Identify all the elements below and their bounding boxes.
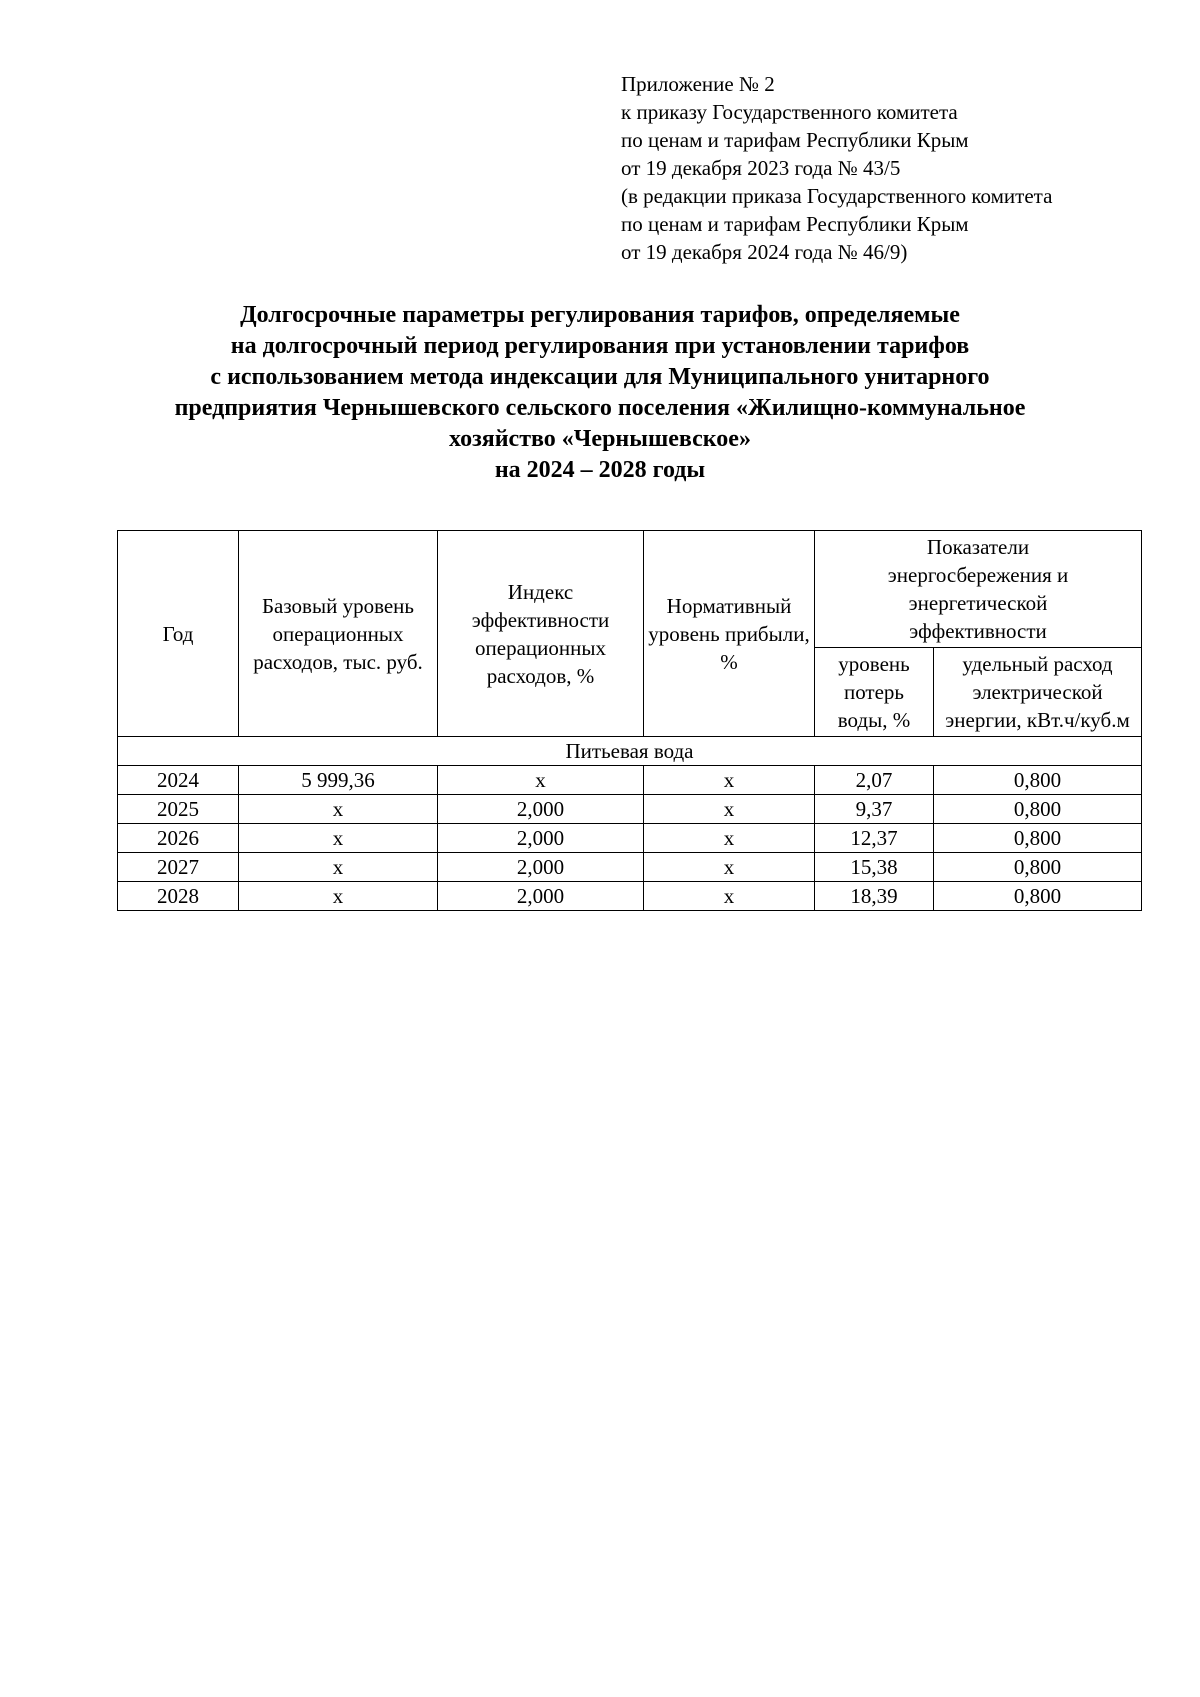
title-line: с использованием метода индексации для Муниципального унитарного — [210, 364, 990, 390]
appendix-line: Приложение № 2 — [621, 72, 775, 96]
cell-loss: 2,07 — [815, 766, 934, 795]
cell-energy: 0,800 — [934, 824, 1142, 853]
appendix-line: от 19 декабря 2024 года № 46/9) — [621, 240, 908, 264]
header-year: Год — [118, 531, 239, 737]
header-electricity: удельный расход электрической энергии, кВт.ч/куб.м — [934, 648, 1142, 737]
cell-index: 2,000 — [438, 853, 644, 882]
cell-base: 5 999,36 — [239, 766, 438, 795]
appendix-line: по ценам и тарифам Республики Крым — [621, 128, 969, 152]
title-line: на 2024 – 2028 годы — [494, 457, 706, 483]
cell-index: 2,000 — [438, 824, 644, 853]
section-label: Питьевая вода — [118, 737, 1142, 766]
title-line: на долгосрочный период регулирования при установлении тарифов — [230, 333, 970, 359]
cell-energy: 0,800 — [934, 882, 1142, 911]
table-row — [118, 766, 1142, 795]
cell-index: 2,000 — [438, 795, 644, 824]
title-line: хозяйство «Чернышевское» — [449, 426, 751, 452]
cell-index: 2,000 — [438, 882, 644, 911]
cell-energy: 0,800 — [934, 853, 1142, 882]
cell-year: 2028 — [118, 882, 239, 911]
header-base-level: Базовый уровень операционных расходов, тыс. руб. — [239, 531, 438, 737]
table-row — [118, 795, 1142, 824]
cell-year: 2026 — [118, 824, 239, 853]
header-profit-level: Нормативный уровень прибыли, % — [644, 531, 815, 737]
header-efficiency-index: Индекс эффективности операционных расходов, % — [438, 531, 644, 737]
cell-profit: х — [644, 853, 815, 882]
cell-loss: 12,37 — [815, 824, 934, 853]
appendix-line: к приказу Государственного комитета — [621, 100, 958, 124]
cell-profit: х — [644, 882, 815, 911]
cell-profit: х — [644, 824, 815, 853]
cell-loss: 15,38 — [815, 853, 934, 882]
title-line: Долгосрочные параметры регулирования тарифов, определяемые — [240, 302, 960, 328]
document-title — [100, 300, 1100, 486]
title-line: предприятия Чернышевского сельского поселения «Жилищно-коммунальное — [174, 395, 1026, 421]
cell-base: х — [239, 853, 438, 882]
cell-year: 2025 — [118, 795, 239, 824]
header-water-loss: уровень потерь воды, % — [815, 648, 934, 737]
parameters-table — [117, 530, 1142, 911]
cell-base: х — [239, 882, 438, 911]
table-header-row — [118, 531, 1142, 648]
appendix-line: от 19 декабря 2023 года № 43/5 — [621, 156, 901, 180]
table-row — [118, 824, 1142, 853]
cell-year: 2024 — [118, 766, 239, 795]
cell-base: х — [239, 795, 438, 824]
appendix-block — [621, 70, 1161, 266]
cell-loss: 18,39 — [815, 882, 934, 911]
table-row — [118, 853, 1142, 882]
appendix-line: по ценам и тарифам Республики Крым — [621, 212, 969, 236]
header-energy-group: Показатели энергосбережения и энергетической эффективности — [815, 531, 1142, 648]
table-row — [118, 882, 1142, 911]
cell-profit: х — [644, 795, 815, 824]
appendix-line: (в редакции приказа Государственного комитета — [621, 184, 1053, 208]
cell-loss: 9,37 — [815, 795, 934, 824]
cell-energy: 0,800 — [934, 766, 1142, 795]
cell-energy: 0,800 — [934, 795, 1142, 824]
cell-year: 2027 — [118, 853, 239, 882]
cell-base: х — [239, 824, 438, 853]
cell-index: х — [438, 766, 644, 795]
cell-profit: х — [644, 766, 815, 795]
table-section-row — [118, 737, 1142, 766]
